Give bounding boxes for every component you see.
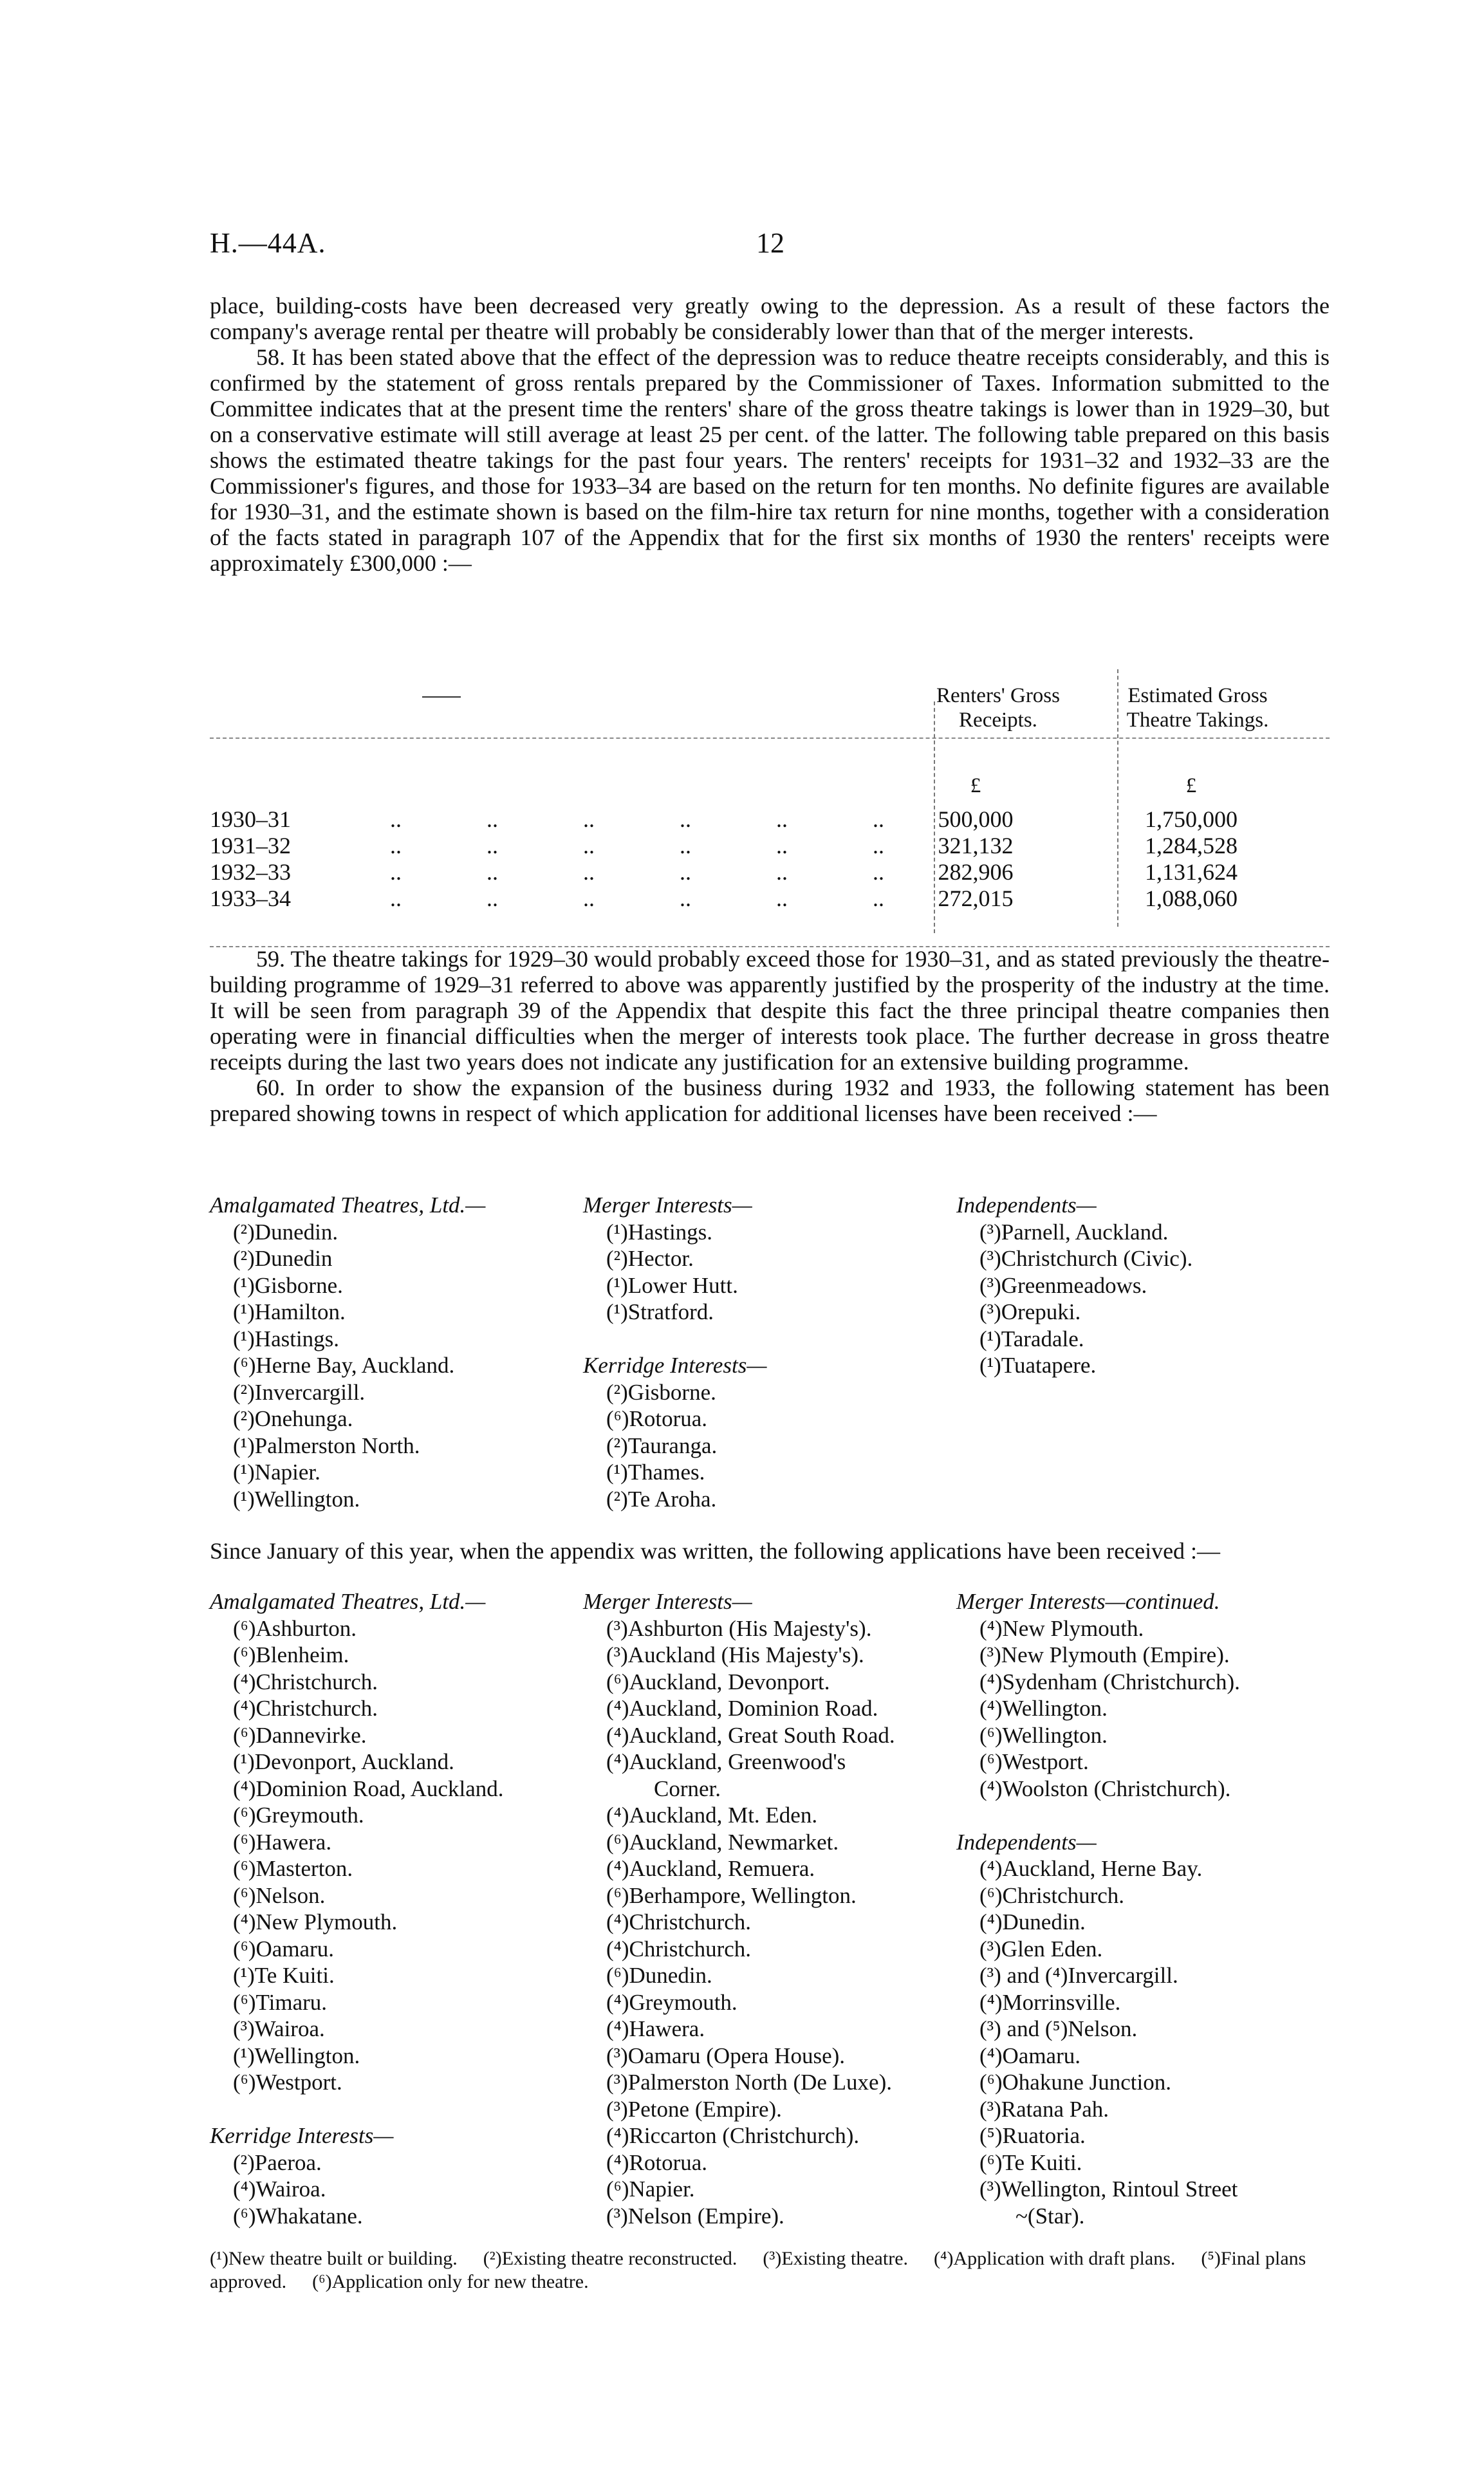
renters-value: 321,132	[938, 833, 1014, 858]
list-item: (⁴)Auckland, Greenwood's	[606, 1749, 846, 1774]
list-item: (¹)Wellington.	[233, 1486, 360, 1512]
list-item: (⁴)Sydenham (Christchurch).	[979, 1669, 1240, 1694]
leader-dots: ..	[583, 806, 595, 832]
row-year: 1933–34	[210, 886, 291, 911]
list-column	[956, 1192, 1192, 1379]
list-item: (¹)Wellington.	[233, 2043, 360, 2068]
paragraph-59: 59. The theatre takings for 1929–30 would probably exceed those for 1930–31, and as stated previously the theatre-building programme of 1929–31 referred to above was apparently justified by the prosperity of the industry at the time. It will be seen from paragraph 39 of the Appendix that despite this fact the three principal theatre companies then operating were in financial difficulties when the merger of interests took place. The further decrease in gross theatre receipts during the last two years does not indicate any justification for an extensive building programme.	[210, 946, 1330, 1075]
list-item: (⁴)New Plymouth.	[979, 1615, 1144, 1641]
leader-dots: ..	[680, 806, 691, 832]
group-heading: Independents—	[956, 1829, 1097, 1855]
list-item: (²)Paeroa.	[233, 2149, 322, 2175]
list-item: (⁴)Auckland, Dominion Road.	[606, 1696, 878, 1721]
unit-takings: £	[1185, 774, 1197, 797]
list-item: (³)Glen Eden.	[979, 1936, 1103, 1962]
leader-dots: ..	[680, 833, 691, 858]
col-header-renters: Renters' Gross Receipts.	[936, 684, 1060, 732]
footnote: (⁵)Final plans approved.	[210, 2248, 1306, 2292]
list-item: (⁴)Hawera.	[606, 2016, 705, 2041]
list-item: (³)Ratana Pah.	[979, 2096, 1109, 2122]
group-heading: Merger Interests—continued.	[956, 1589, 1220, 1614]
list-item: (⁴)Christchurch.	[606, 1909, 752, 1934]
list-item: (⁴)Woolston (Christchurch).	[979, 1776, 1231, 1801]
list-item: (⁶)Timaru.	[233, 1989, 328, 2015]
list-item: (¹)Palmerston North.	[233, 1433, 420, 1458]
list-item: (⁶)Napier.	[606, 2176, 695, 2202]
leader-dots: ..	[583, 859, 595, 885]
list-item: (⁴)Dominion Road, Auckland.	[233, 1776, 504, 1801]
renters-value: 272,015	[938, 886, 1014, 911]
list-item: (¹)Te Kuiti.	[233, 1963, 335, 1988]
list-item: (⁴)Wellington.	[979, 1696, 1108, 1721]
list-item: (¹)Hastings.	[606, 1219, 713, 1245]
list-item: (⁴)Dunedin.	[979, 1909, 1086, 1934]
footnote: (⁶)Application only for new theatre.	[312, 2271, 589, 2292]
list-item: (⁶)Wellington.	[979, 1722, 1108, 1748]
leader-dots: ..	[873, 806, 884, 832]
list-item: (²)Dunedin	[233, 1246, 333, 1271]
leader-dots: ..	[776, 833, 788, 858]
table-row	[210, 806, 1330, 831]
paragraph-58: 58. It has been stated above that the effect of the depression was to reduce theatre receipts considerably, and this is confirmed by the statement of gross rentals prepared by the Commissioner of Taxes. Information submitted to the Committee indicates that at the present time the renters' share of the gross theatre takings is lower than in 1929–30, but on a conservative estimate will still average at least 25 per cent. of the latter. The following table prepared on this basis shows the estimated theatre takings for the past four years. The renters' receipts for 1931–32 and 1932–33 are the Commissioner's figures, and those for 1933–34 are based on the return for ten months. No definite figures are available for 1930–31, and the estimate shown is based on the film-hire tax return for nine months, together with a consideration of the facts stated in paragraph 107 of the Appendix that for the first six months of 1930 the renters' receipts were approximately £300,000 :—	[210, 344, 1330, 576]
list-item: (⁶)Berhampore, Wellington.	[606, 1882, 857, 1908]
list-item: (³)Greenmeadows.	[979, 1272, 1147, 1298]
page-number: 12	[756, 227, 784, 259]
spacer	[583, 1326, 767, 1353]
list-item: (²)Gisborne.	[606, 1379, 716, 1405]
list-item: (¹)Hastings.	[233, 1326, 340, 1351]
list-item: (⁴)Greymouth.	[606, 1989, 737, 2015]
list-item: (⁶)Rotorua.	[606, 1406, 708, 1431]
list-column	[583, 1588, 895, 2229]
list-item: (¹)Napier.	[233, 1460, 320, 1485]
list-item: (⁴)Auckland, Herne Bay.	[979, 1856, 1203, 1881]
leader-dots: ..	[390, 886, 402, 911]
list-item: (⁵)Ruatoria.	[979, 2123, 1086, 2148]
list-item: (⁶)Auckland, Devonport.	[606, 1669, 830, 1694]
group-heading: Merger Interests—	[583, 1192, 752, 1218]
list-column	[583, 1192, 767, 1512]
footnote: (⁴)Application with draft plans.	[934, 2248, 1176, 2269]
list-item: (³)Petone (Empire).	[606, 2096, 782, 2122]
list-item: (²)Invercargill.	[233, 1379, 366, 1405]
body-since	[210, 1538, 1330, 1564]
leader-dots: ..	[873, 886, 884, 911]
list-item: (⁴)Morrinsville.	[979, 1989, 1121, 2015]
list-item: (¹)Lower Hutt.	[606, 1272, 738, 1298]
list-item: (⁶)Ashburton.	[233, 1615, 357, 1641]
list-item: (⁴)Auckland, Remuera.	[606, 1856, 815, 1881]
list-item: (⁶)Auckland, Newmarket.	[606, 1829, 839, 1855]
group-heading: Merger Interests—	[583, 1589, 752, 1614]
list-item: (²)Te Aroha.	[606, 1486, 717, 1512]
unit-renters: £	[970, 774, 981, 797]
list-item: (³)Orepuki.	[979, 1299, 1081, 1324]
list-item: Corner.	[654, 1776, 721, 1801]
list-item: (⁴)Oamaru.	[979, 2043, 1081, 2068]
leader-dots: ..	[487, 833, 498, 858]
list-item: (¹)Stratford.	[606, 1299, 714, 1324]
list-item: (⁴)Auckland, Great South Road.	[606, 1722, 895, 1748]
leader-dots: ..	[390, 859, 402, 885]
table-divider	[210, 738, 1330, 739]
list-item: (⁶)Oamaru.	[233, 1936, 334, 1962]
leader-dots: ..	[680, 886, 691, 911]
footnotes	[210, 2247, 1330, 2294]
group-heading: Kerridge Interests—	[583, 1353, 767, 1378]
table-row	[210, 832, 1330, 858]
list-item: (²)Hector.	[606, 1246, 694, 1271]
col-header-takings: Estimated Gross Theatre Takings.	[1126, 684, 1269, 732]
list-item: (⁴)Christchurch.	[606, 1936, 752, 1962]
leader-dots: ..	[776, 886, 788, 911]
takings-value: 1,750,000	[1145, 806, 1238, 832]
group-heading: Kerridge Interests—	[210, 2123, 394, 2148]
list-item: (⁶)Hawera.	[233, 1829, 332, 1855]
renters-value: 282,906	[938, 859, 1014, 885]
leader-dots: ..	[583, 886, 595, 911]
list-item: (⁶)Te Kuiti.	[979, 2149, 1082, 2175]
footnote: (¹)New theatre built or building.	[210, 2248, 458, 2269]
list-item: (³)Palmerston North (De Luxe).	[606, 2070, 892, 2095]
list-item: (⁴)Auckland, Mt. Eden.	[606, 1803, 818, 1828]
list-item: (³)Auckland (His Majesty's).	[606, 1642, 864, 1667]
list-item: (¹)Tuatapere.	[979, 1353, 1097, 1378]
list-item: (³)Oamaru (Opera House).	[606, 2043, 846, 2068]
dot-leader	[390, 832, 969, 859]
list-item: (⁴)Christchurch.	[233, 1669, 378, 1694]
dot-leader	[390, 858, 969, 886]
list-item: ~(Star).	[1016, 2203, 1085, 2229]
leader-dots: ..	[487, 859, 498, 885]
list-item: (¹)Devonport, Auckland.	[233, 1749, 454, 1774]
list-item: (⁶)Nelson.	[233, 1882, 326, 1908]
leader-dots: ..	[776, 806, 788, 832]
list-column	[956, 1588, 1240, 2229]
list-item: (⁶)Masterton.	[233, 1856, 353, 1881]
list-item: (³)Ashburton (His Majesty's).	[606, 1615, 872, 1641]
list-item: (⁶)Whakatane.	[233, 2203, 363, 2229]
list-item: (²)Onehunga.	[233, 1406, 353, 1431]
spacer	[956, 1802, 1240, 1829]
leader-dots: ..	[680, 859, 691, 885]
list-item: (³)Wellington, Rintoul Street	[979, 2176, 1238, 2202]
list-item: (⁴)Rotorua.	[606, 2149, 708, 2175]
list-item: (⁴)Riccarton (Christchurch).	[606, 2123, 860, 2148]
row-year: 1930–31	[210, 806, 291, 832]
paragraph-since-january: Since January of this year, when the appendix was written, the following applications have been received :—	[210, 1538, 1221, 1564]
table-row	[210, 858, 1330, 884]
spacer	[210, 2096, 503, 2123]
list-column	[210, 1588, 503, 2229]
leader-dots: ..	[776, 859, 788, 885]
list-item: (⁶)Westport.	[979, 1749, 1089, 1774]
list-item: (⁴)New Plymouth.	[233, 1909, 398, 1934]
list-item: (⁴)Christchurch.	[233, 1696, 378, 1721]
body-middle	[210, 946, 1330, 1126]
renters-value: 500,000	[938, 806, 1014, 832]
list-item: (⁶)Westport.	[233, 2070, 342, 2095]
dot-leader	[390, 885, 969, 912]
list-item: (²)Dunedin.	[233, 1219, 339, 1245]
list-item: (³)Wairoa.	[233, 2016, 325, 2041]
list-item: (³)Parnell, Auckland.	[979, 1219, 1169, 1245]
list-item: (⁶)Christchurch.	[979, 1882, 1125, 1908]
leader-dots: ..	[487, 886, 498, 911]
leader-dots: ..	[390, 806, 402, 832]
leader-dots: ..	[873, 859, 884, 885]
list-item: (³)Christchurch (Civic).	[979, 1246, 1193, 1271]
list-item: (⁶)Dunedin.	[606, 1963, 712, 1988]
body-top	[210, 293, 1330, 576]
list-item: (⁶)Herne Bay, Auckland.	[233, 1353, 455, 1378]
table-row	[210, 885, 1330, 911]
list-item: (¹)Gisborne.	[233, 1272, 343, 1298]
footnote: (³)Existing theatre.	[763, 2248, 909, 2269]
list-item: (³)Nelson (Empire).	[606, 2203, 784, 2229]
list-item: (¹)Taradale.	[979, 1326, 1084, 1351]
list-column	[210, 1192, 485, 1512]
group-heading: Amalgamated Theatres, Ltd.—	[210, 1192, 486, 1218]
leader-dots: ..	[583, 833, 595, 858]
list-item: (¹)Hamilton.	[233, 1299, 346, 1324]
list-item: (⁶)Dannevirke.	[233, 1722, 367, 1748]
takings-value: 1,088,060	[1145, 886, 1238, 911]
list-item: (³)New Plymouth (Empire).	[979, 1642, 1230, 1667]
takings-value: 1,131,624	[1145, 859, 1238, 885]
row-year: 1931–32	[210, 833, 291, 858]
list-item: (²)Tauranga.	[606, 1433, 718, 1458]
list-item: (⁴)Wairoa.	[233, 2176, 326, 2202]
dot-leader	[390, 806, 969, 833]
list-item: (³) and (⁴)Invercargill.	[979, 1963, 1178, 1988]
list-item: (⁶)Blenheim.	[233, 1642, 349, 1667]
footnote: (²)Existing theatre reconstructed.	[483, 2248, 737, 2269]
takings-value: 1,284,528	[1145, 833, 1238, 858]
list-item: (⁶)Ohakune Junction.	[979, 2070, 1171, 2095]
row-year: 1932–33	[210, 859, 291, 885]
paragraph-continued: place, building-costs have been decreased very greatly owing to the depression. As a result of these factors the company's average rental per theatre will probably be considerably lower than that of the merger interests.	[210, 293, 1330, 344]
list-item: (¹)Thames.	[606, 1460, 705, 1485]
leader-dots: ..	[487, 806, 498, 832]
list-item: (⁶)Greymouth.	[233, 1803, 364, 1828]
document-reference: H.—44A.	[210, 227, 326, 259]
list-item: (³) and (⁵)Nelson.	[979, 2016, 1138, 2041]
group-heading: Independents—	[956, 1192, 1097, 1218]
paragraph-60: 60. In order to show the expansion of the business during 1932 and 1933, the following statement has been prepared showing towns in respect of which application for additional licenses have been received :—	[210, 1075, 1330, 1126]
header-rule	[422, 696, 461, 698]
leader-dots: ..	[390, 833, 402, 858]
leader-dots: ..	[873, 833, 884, 858]
group-heading: Amalgamated Theatres, Ltd.—	[210, 1589, 486, 1614]
takings-table	[210, 663, 1330, 946]
